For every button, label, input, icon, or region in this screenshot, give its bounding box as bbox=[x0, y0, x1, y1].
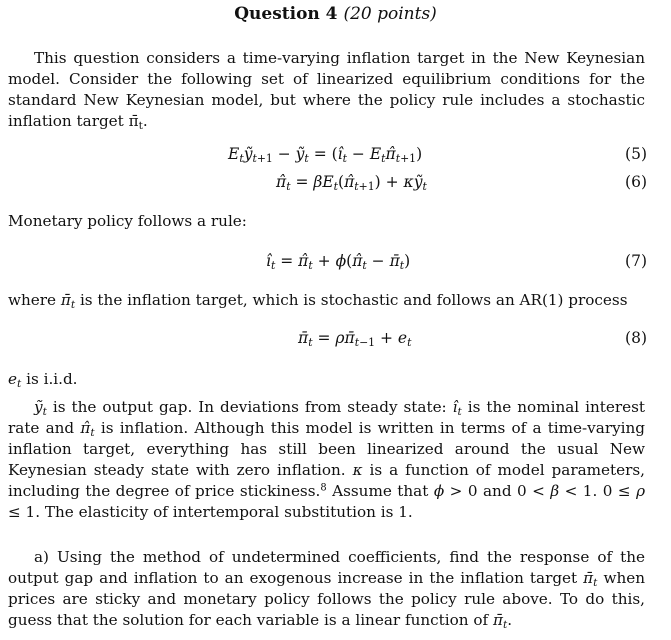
body-s3: is inflation. Although this model is written in terms of a time-varying inflation target, everything has still been linearized around the usual New Keynesian steady state with zero inflation. bbox=[8, 419, 646, 479]
intro-line-3: Keynesian model, but where the policy rule includes a stochastic inflation target π̄ bbox=[8, 91, 645, 130]
intro-line-1: This question considers a time-varying inflation target in the New Keynesian model. bbox=[8, 49, 645, 88]
target-sentence: where $\pī_t$ is the inflation target, which is stochastic and follows an AR(1) process bbox=[8, 291, 628, 311]
body-s5: Assume that bbox=[332, 482, 429, 500]
body-s7: The elasticity of intertemporal substitution is 1. bbox=[44, 503, 413, 521]
equation-5-number: (5) bbox=[625, 145, 647, 163]
footnote-marker: 8 bbox=[320, 482, 327, 494]
shock-text: is i.i.d. bbox=[26, 370, 78, 388]
target-pre: where bbox=[8, 291, 57, 309]
policy-rule-intro: Monetary policy follows a rule: bbox=[8, 212, 247, 230]
intro-line-3-end: . bbox=[142, 112, 148, 130]
part-a-s1: a) Using the method of undetermined coefficients, find the response of the output gap and inflation to an exogenous increase in the inflation target bbox=[8, 548, 645, 587]
body-s2: is the nominal interest rate and bbox=[8, 398, 645, 437]
part-a-s2: when prices are sticky and monetary policy follows the policy rule above. To do this, guess that the solution for each variable is a linear function of bbox=[8, 569, 646, 629]
equation-5: $E_tỹ_{t+1}$ − ỹ$_t$ = ($î_t$ − $E_t\pî_{t+1}$) bbox=[228, 145, 423, 166]
target-post: is the inflation target, which is stochastic and follows an AR(1) process bbox=[79, 291, 628, 309]
question-heading bbox=[0, 4, 671, 24]
equation-6-number: (6) bbox=[625, 173, 647, 191]
intro-paragraph bbox=[8, 48, 645, 132]
body-s4: is a function of model parameters, including the degree of price stickiness. bbox=[8, 461, 646, 500]
body-s1: is the output gap. In deviations from steady state: bbox=[52, 398, 447, 416]
question-points: (20 points) bbox=[343, 4, 437, 24]
equation-8: $\pī_t$ = $\rho\pī_{t-1} + e_t$ bbox=[298, 329, 412, 350]
equation-7-number: (7) bbox=[625, 252, 647, 270]
question-title: Question 4 bbox=[234, 4, 338, 24]
equation-7: $î_t$ = $\pî_t$ + $\phi(\pî_t$ − $\pī_t$) bbox=[266, 252, 411, 273]
part-a-paragraph: a) Using the method of undetermined coefficients, find the response of the output gap and inflation to an exogenous increase in the inflation target $\pī_t$ when prices are sticky and monetary policy follows the policy rule above. To do this, guess that the solution for each variable is a linear function of $\pī_t$. bbox=[8, 548, 646, 631]
equation-6: $\pî_t$ = $\beta E_t(\pî_{t+1})$ + κỹ$_t$ bbox=[276, 173, 427, 194]
intro-line-2: Consider the following set of linearized equilibrium conditions for the standard New bbox=[8, 70, 646, 109]
intro-line-3-sub: t bbox=[138, 118, 143, 132]
body-s6: and bbox=[482, 482, 512, 500]
shock-sentence: $e_t$ is i.i.d. bbox=[8, 370, 78, 390]
definitions-paragraph: ỹ$_t$ is the output gap. In deviations from steady state: $î_t$ is the nominal interest rate and $\pî_t$ is inflation. Although this model is written in terms of a time-varying inflation target, everything has still been linearized around the usual New Keynesian steady state with zero inflation. κ is a function of model parameters, including the degree of price stickiness.$^8$ Assume that ϕ > 0 and 0 < β < 1. 0 ≤ ρ ≤ 1. The elasticity of intertemporal substitution is 1. bbox=[8, 398, 646, 521]
equation-8-number: (8) bbox=[625, 329, 647, 347]
